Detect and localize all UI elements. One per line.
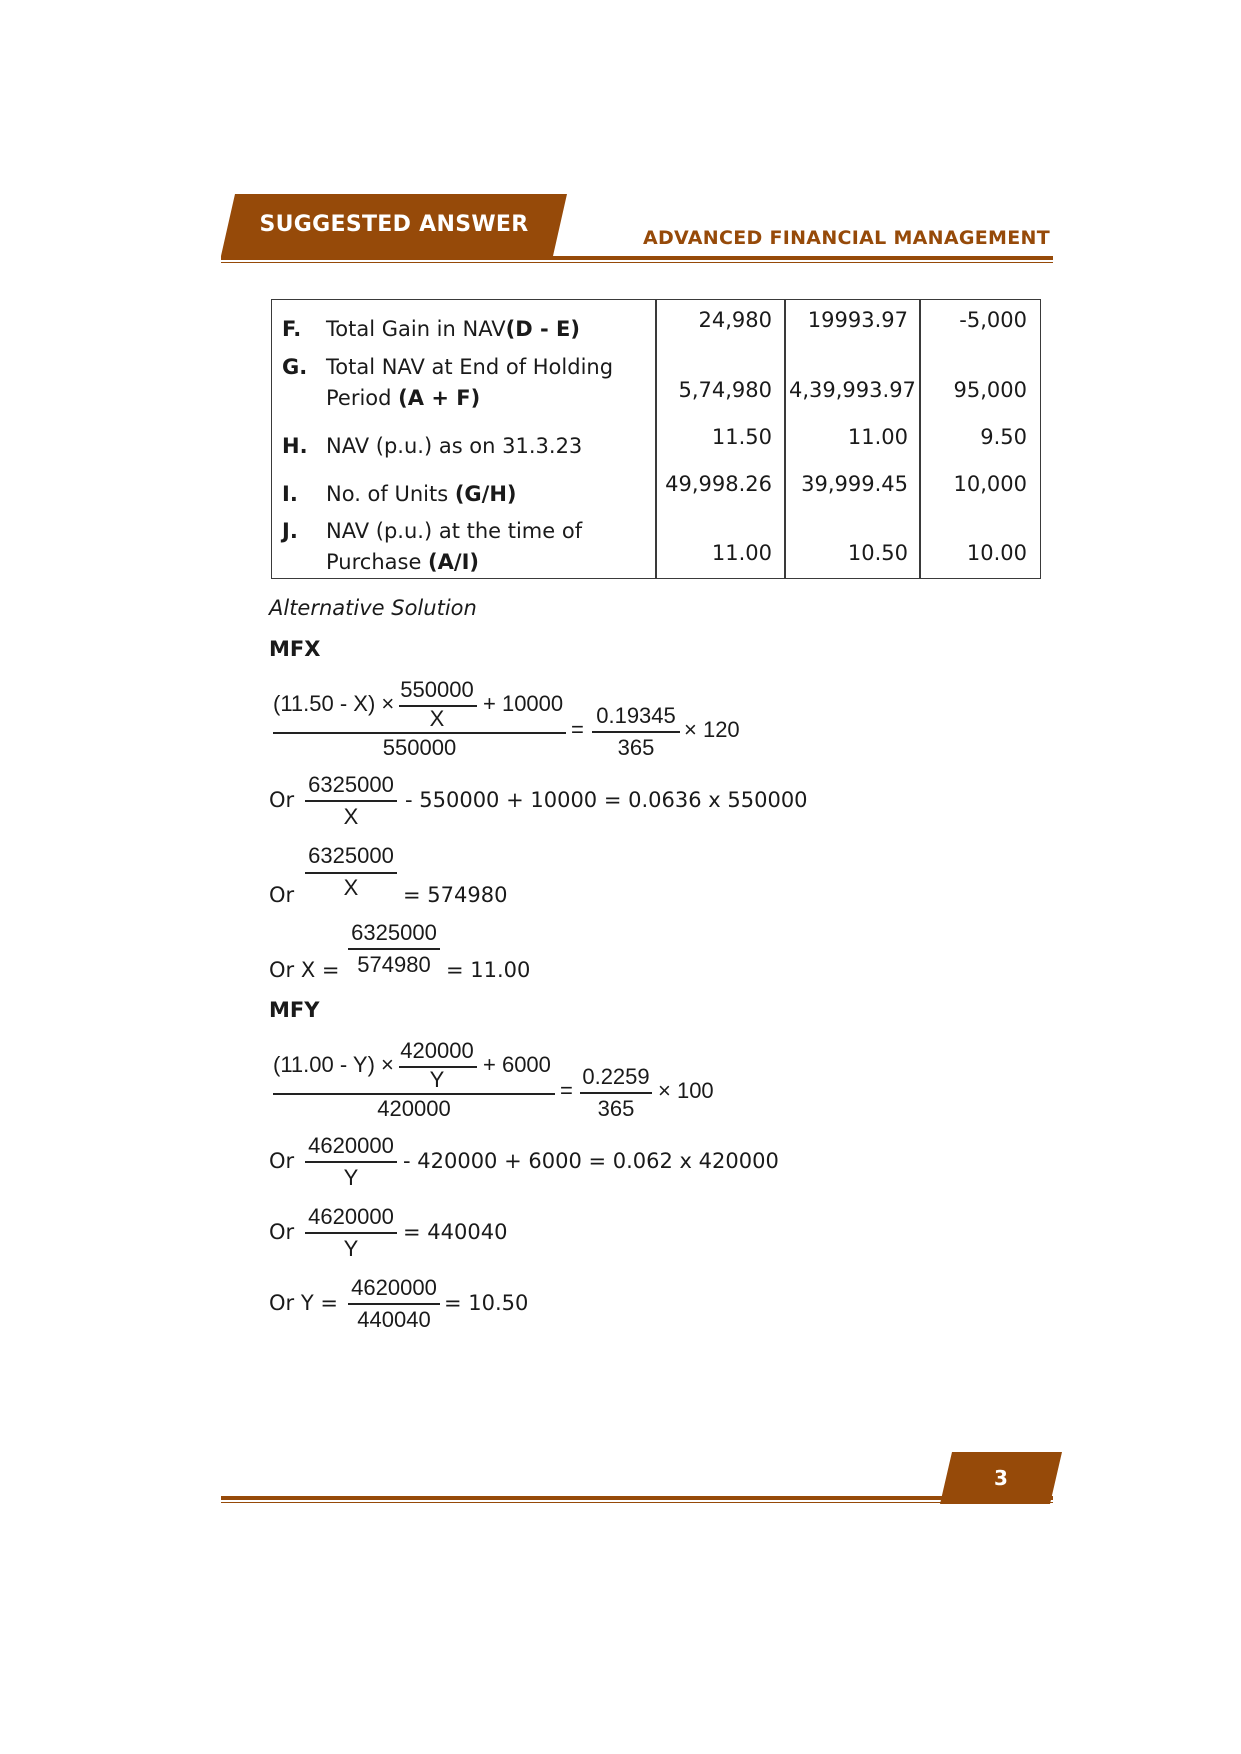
or-label: Or [269,1220,295,1244]
eq-den: 440040 [357,1307,431,1332]
page-number: 3 [994,1466,1008,1490]
fraction-bar [348,948,440,950]
eq-rhs-num: 0.2259 [582,1064,650,1089]
eq-num: 6325000 [308,843,394,868]
eq-plus: + 6000 [483,1052,551,1077]
row-label: NAV (p.u.) as on 31.3.23 [326,434,583,458]
eq-den: Y [343,1165,359,1190]
cell-value: 19993.97 [807,308,908,332]
eq-num: 4620000 [308,1204,394,1229]
eq-equals: = [571,717,584,742]
cell-value: 24,980 [698,308,772,332]
table-divider [919,299,921,579]
eq-lhs-prefix: (11.50 - X) × [273,691,395,716]
header-tab-label: SUGGESTED ANSWER [259,212,529,237]
main-fraction-bar [273,732,566,734]
cell-value: 11.00 [847,425,908,449]
mfy-heading: MFY [269,998,320,1022]
eq-rhs-mult: × 120 [684,717,740,742]
fraction-bar [580,1092,652,1094]
eq-inner-den: Y [429,1067,445,1092]
eq-den: 574980 [357,952,431,977]
or-label: Or [269,788,295,812]
eq-den: X [343,875,359,900]
eq-rest: = 574980 [403,883,508,907]
or-label: Or X = [269,958,340,982]
eq-rest: - 420000 + 6000 = 0.062 x 420000 [403,1149,779,1173]
eq-den: Y [343,1236,359,1261]
eq-rest: = 440040 [403,1220,508,1244]
or-label: Or Y = [269,1291,338,1315]
mfx-heading: MFX [269,637,321,661]
row-letter: I. [282,482,298,506]
footer-rule [221,1496,1053,1500]
eq-inner-den: X [429,706,445,731]
eq-rhs-den: 365 [597,1096,635,1121]
row-label-cont: Purchase (A/I) [326,550,479,574]
fraction-bar [305,872,397,874]
cell-value: 11.00 [711,541,772,565]
cell-value: -5,000 [959,308,1027,332]
table-divider [655,299,657,579]
cell-value: 10,000 [953,472,1027,496]
eq-rest: = 11.00 [446,958,531,982]
eq-rest: - 550000 + 10000 = 0.0636 x 550000 [405,788,808,812]
eq-num: 6325000 [351,920,437,945]
cell-value: 4,39,993.97 [789,378,916,402]
eq-den: 550000 [382,735,457,760]
table-divider [784,299,786,579]
header-rule-thin [221,262,1053,263]
row-label: NAV (p.u.) at the time of [326,519,583,543]
or-label: Or [269,883,295,907]
row-label-cont: Period (A + F) [326,386,481,410]
eq-equals: = [560,1078,573,1103]
eq-rest: = 10.50 [444,1291,529,1315]
fraction-bar [305,1161,397,1163]
eq-inner-num: 550000 [400,677,474,702]
cell-value: 10.00 [966,541,1027,565]
eq-num: 4620000 [308,1133,394,1158]
fraction-bar [305,800,397,802]
header-rule [221,256,1053,260]
eq-num: 4620000 [351,1275,437,1300]
eq-num: 6325000 [308,772,394,797]
cell-value: 95,000 [953,378,1027,402]
cell-value: 5,74,980 [678,378,772,402]
cell-value: 39,999.45 [801,472,908,496]
header-title: ADVANCED FINANCIAL MANAGEMENT [642,227,1050,249]
row-label: No. of Units (G/H) [326,482,517,506]
cell-value: 49,998.26 [665,472,772,496]
row-label: Total NAV at End of Holding [326,355,614,379]
row-letter: G. [282,355,308,379]
eq-rhs-mult: × 100 [658,1078,714,1103]
fraction-bar [305,1232,397,1234]
cell-value: 10.50 [847,541,908,565]
cell-value: 9.50 [980,425,1027,449]
row-letter: J. [282,519,298,543]
eq-den: 420000 [377,1096,451,1121]
or-label: Or [269,1149,295,1173]
cell-value: 11.50 [711,425,772,449]
eq-rhs-den: 365 [617,735,655,760]
footer-rule-thin [221,1502,1053,1503]
eq-inner-num: 420000 [400,1038,474,1063]
eq-lhs-prefix: (11.00 - Y) × [273,1052,394,1077]
row-letter: F. [282,317,302,341]
row-letter: H. [282,434,308,458]
eq-den: X [343,804,359,829]
eq-plus: + 10000 [483,691,564,716]
main-fraction-bar [273,1093,555,1095]
fraction-bar [592,731,680,733]
alt-solution-heading: Alternative Solution [269,596,477,620]
row-label: Total Gain in NAV(D - E) [326,317,580,341]
fraction-bar [348,1303,440,1305]
eq-rhs-num: 0.19345 [596,703,676,728]
